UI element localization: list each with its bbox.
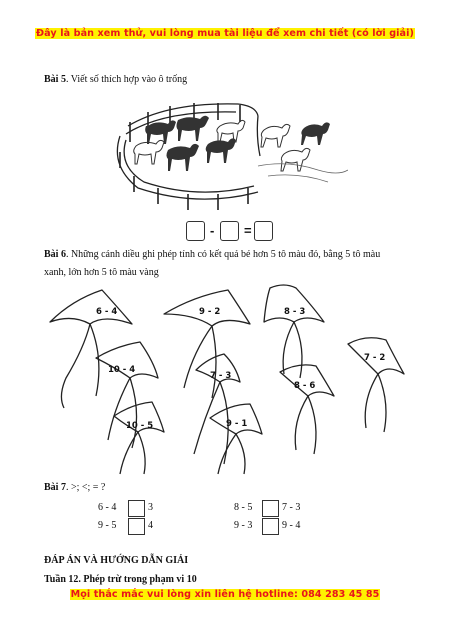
exercise-7-instruction: . >; <; = ?	[65, 482, 106, 493]
hotline-banner	[0, 589, 450, 600]
answer-box-1[interactable]	[186, 221, 205, 241]
exercise-7-number: Bài 7	[44, 482, 66, 493]
left-expression: 9 - 3	[234, 520, 253, 531]
exercise-6-number: Bài 6	[44, 249, 66, 260]
kite-3[interactable]	[264, 285, 324, 378]
kite-8[interactable]	[114, 402, 164, 474]
answers-heading: ĐÁP ÁN VÀ HƯỚNG DẪN GIẢI	[44, 555, 189, 566]
right-expression: 4	[148, 520, 153, 531]
answer-box-3[interactable]	[254, 221, 273, 241]
compare-answer-box[interactable]	[262, 500, 279, 517]
kite-6[interactable]	[348, 338, 404, 432]
kite-label-8: 10 - 5	[126, 421, 154, 431]
compare-answer-box[interactable]	[128, 500, 145, 517]
comparison-row-1	[98, 500, 418, 517]
exercise-6-instruction-line1: . Những cánh diều ghi phép tính có kết quả bé hơn 5 tô màu đỏ, bằng 5 tô màu	[65, 249, 381, 260]
minus-sign: -	[210, 223, 215, 238]
comparison-row-2	[98, 518, 418, 535]
preview-notice-banner	[0, 28, 450, 39]
right-expression: 7 - 3	[282, 502, 301, 513]
compare-answer-box[interactable]	[128, 518, 145, 535]
kite-label-4: 10 - 4	[108, 365, 136, 375]
exercise-5-heading	[44, 73, 414, 87]
kite-9[interactable]	[210, 404, 262, 474]
exercise-6-heading	[44, 248, 414, 262]
kite-label-7: 8 - 6	[294, 381, 316, 391]
kite-label-1: 6 - 4	[96, 307, 118, 317]
comparison-exercise	[98, 500, 418, 540]
hotline-text: Mọi thắc mắc vui lòng xin liên hệ hotline: 084 283 45 85	[70, 589, 380, 600]
compare-answer-box[interactable]	[262, 518, 279, 535]
exercise-7-heading	[44, 481, 414, 495]
exercise-5-equation	[186, 221, 286, 243]
equals-sign: =	[244, 223, 252, 238]
left-expression: 9 - 5	[98, 520, 117, 531]
kite-label-3: 8 - 3	[284, 307, 306, 317]
kite-7[interactable]	[280, 365, 334, 454]
kite-label-5: 7 - 3	[210, 371, 232, 381]
kite-label-6: 7 - 2	[364, 353, 386, 363]
kite-label-9: 9 - 1	[226, 419, 248, 429]
kite-label-2: 9 - 2	[199, 307, 221, 317]
kite-1[interactable]	[50, 290, 132, 408]
left-expression: 6 - 4	[98, 502, 117, 513]
exercise-6-instruction-line2: xanh, lớn hơn 5 tô màu vàng	[44, 267, 159, 278]
answers-subheading: Tuần 12. Phép trừ trong phạm vi 10	[44, 574, 197, 585]
kite-4[interactable]	[96, 342, 158, 448]
right-expression: 9 - 4	[282, 520, 301, 531]
horses-in-corral-illustration	[108, 96, 348, 212]
left-expression: 8 - 5	[234, 502, 253, 513]
right-expression: 3	[148, 502, 153, 513]
exercise-5-number: Bài 5	[44, 74, 66, 85]
preview-notice-text: Đây là bản xem thử, vui lòng mua tài liệu để xem chi tiết (có lời giải)	[35, 28, 414, 39]
exercise-5-instruction: . Viết số thích hợp vào ô trống	[65, 74, 188, 85]
kites-illustration	[44, 278, 414, 476]
answer-box-2[interactable]	[220, 221, 239, 241]
